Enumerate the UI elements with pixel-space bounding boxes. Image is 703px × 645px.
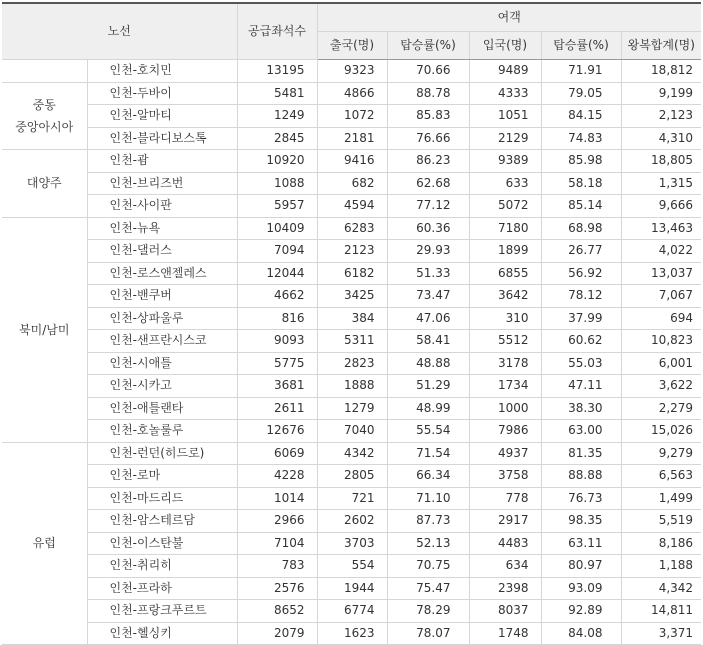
inbound-cell: 634 [469,555,541,578]
table-row [2,555,701,578]
inbound-cell: 3758 [469,465,541,488]
outbound-ratio-cell: 48.88 [387,352,469,375]
inbound-ratio-cell: 76.73 [541,487,621,510]
route-cell: 인천-마드리드 [87,487,237,510]
seats-cell: 2079 [237,622,317,645]
region-cell [2,60,87,83]
outbound-ratio-cell: 62.68 [387,172,469,195]
header-route: 노선 [2,3,237,60]
outbound-cell: 4594 [317,195,387,218]
inbound-cell: 1000 [469,397,541,420]
round-total-cell: 8,186 [621,532,701,555]
table-row [2,532,701,555]
seats-cell: 1014 [237,487,317,510]
route-cell: 인천-프랑크푸르트 [87,600,237,623]
table-body [2,60,701,645]
table-row [2,307,701,330]
round-total-cell: 3,371 [621,622,701,645]
outbound-cell: 4866 [317,82,387,105]
route-cell: 인천-사이판 [87,195,237,218]
header-inbound: 입국(명) [469,32,541,60]
seats-cell: 816 [237,307,317,330]
route-cell: 인천-호치민 [87,60,237,83]
inbound-cell: 1899 [469,240,541,263]
outbound-ratio-cell: 76.66 [387,127,469,150]
seats-cell: 9093 [237,330,317,353]
route-cell: 인천-상파울루 [87,307,237,330]
seats-cell: 7104 [237,532,317,555]
inbound-ratio-cell: 93.09 [541,577,621,600]
inbound-ratio-cell: 81.35 [541,442,621,465]
table-row [2,420,701,443]
round-total-cell: 1,499 [621,487,701,510]
inbound-ratio-cell: 58.18 [541,172,621,195]
outbound-cell: 2823 [317,352,387,375]
inbound-ratio-cell: 84.08 [541,622,621,645]
outbound-cell: 384 [317,307,387,330]
table-row [2,150,701,173]
outbound-cell: 3425 [317,285,387,308]
table-row [2,240,701,263]
outbound-ratio-cell: 47.06 [387,307,469,330]
seats-cell: 12676 [237,420,317,443]
region-cell: 북미/남미 [2,217,87,442]
outbound-cell: 7040 [317,420,387,443]
table-row [2,375,701,398]
header-passengers: 여객 [317,3,701,32]
round-total-cell: 14,811 [621,600,701,623]
inbound-cell: 3642 [469,285,541,308]
inbound-ratio-cell: 84.15 [541,105,621,128]
round-total-cell: 5,519 [621,510,701,533]
seats-cell: 2966 [237,510,317,533]
inbound-cell: 1734 [469,375,541,398]
outbound-ratio-cell: 71.10 [387,487,469,510]
table-row [2,195,701,218]
inbound-ratio-cell: 38.30 [541,397,621,420]
inbound-cell: 7180 [469,217,541,240]
route-cell: 인천-괌 [87,150,237,173]
outbound-ratio-cell: 55.54 [387,420,469,443]
inbound-cell: 5072 [469,195,541,218]
header-round-total: 왕복합계(명) [621,32,701,60]
round-total-cell: 3,622 [621,375,701,398]
table-row [2,577,701,600]
table-row [2,397,701,420]
outbound-cell: 682 [317,172,387,195]
route-cell: 인천-런던(히드로) [87,442,237,465]
inbound-ratio-cell: 47.11 [541,375,621,398]
table-row [2,600,701,623]
route-cell: 인천-두바이 [87,82,237,105]
table-row [2,487,701,510]
outbound-cell: 1944 [317,577,387,600]
outbound-ratio-cell: 51.29 [387,375,469,398]
table-row [2,285,701,308]
table-row [2,465,701,488]
outbound-ratio-cell: 66.34 [387,465,469,488]
inbound-cell: 8037 [469,600,541,623]
seats-cell: 4228 [237,465,317,488]
table-header [2,3,701,60]
inbound-cell: 9389 [469,150,541,173]
region-cell: 대양주 [2,150,87,218]
round-total-cell: 18,812 [621,60,701,83]
outbound-cell: 5311 [317,330,387,353]
inbound-ratio-cell: 37.99 [541,307,621,330]
inbound-ratio-cell: 85.14 [541,195,621,218]
outbound-ratio-cell: 78.29 [387,600,469,623]
table-row [2,172,701,195]
route-cell: 인천-호놀룰루 [87,420,237,443]
header-outbound: 출국(명) [317,32,387,60]
outbound-cell: 2602 [317,510,387,533]
seats-cell: 8652 [237,600,317,623]
outbound-cell: 721 [317,487,387,510]
round-total-cell: 1,188 [621,555,701,578]
outbound-ratio-cell: 88.78 [387,82,469,105]
inbound-cell: 4333 [469,82,541,105]
table-row [2,352,701,375]
table-row [2,330,701,353]
inbound-cell: 6855 [469,262,541,285]
outbound-cell: 1072 [317,105,387,128]
round-total-cell: 2,279 [621,397,701,420]
outbound-cell: 6182 [317,262,387,285]
seats-cell: 2611 [237,397,317,420]
seats-cell: 5957 [237,195,317,218]
seats-cell: 13195 [237,60,317,83]
seats-cell: 12044 [237,262,317,285]
inbound-ratio-cell: 98.35 [541,510,621,533]
inbound-cell: 310 [469,307,541,330]
outbound-cell: 6283 [317,217,387,240]
route-cell: 인천-로마 [87,465,237,488]
inbound-ratio-cell: 80.97 [541,555,621,578]
inbound-cell: 9489 [469,60,541,83]
inbound-ratio-cell: 63.11 [541,532,621,555]
outbound-ratio-cell: 29.93 [387,240,469,263]
inbound-cell: 4937 [469,442,541,465]
route-cell: 인천-브리즈번 [87,172,237,195]
outbound-cell: 2805 [317,465,387,488]
seats-cell: 7094 [237,240,317,263]
outbound-ratio-cell: 78.07 [387,622,469,645]
round-total-cell: 1,315 [621,172,701,195]
outbound-ratio-cell: 77.12 [387,195,469,218]
outbound-ratio-cell: 60.36 [387,217,469,240]
inbound-cell: 3178 [469,352,541,375]
route-cell: 인천-취리히 [87,555,237,578]
outbound-cell: 2181 [317,127,387,150]
table-row [2,60,701,83]
outbound-ratio-cell: 73.47 [387,285,469,308]
inbound-ratio-cell: 79.05 [541,82,621,105]
outbound-ratio-cell: 70.75 [387,555,469,578]
header-outbound-ratio: 탑승률(%) [387,32,469,60]
inbound-ratio-cell: 55.03 [541,352,621,375]
header-seats: 공급좌석수 [237,3,317,60]
table-row [2,622,701,645]
seats-cell: 1088 [237,172,317,195]
inbound-ratio-cell: 56.92 [541,262,621,285]
route-cell: 인천-블라디보스톡 [87,127,237,150]
inbound-cell: 7986 [469,420,541,443]
inbound-cell: 5512 [469,330,541,353]
table-row [2,510,701,533]
table-row [2,127,701,150]
outbound-ratio-cell: 71.54 [387,442,469,465]
region-cell: 유럽 [2,442,87,645]
outbound-cell: 554 [317,555,387,578]
region-cell: 중동 중앙아시아 [2,82,87,150]
outbound-ratio-cell: 51.33 [387,262,469,285]
round-total-cell: 9,666 [621,195,701,218]
route-cell: 인천-뉴욕 [87,217,237,240]
round-total-cell: 4,310 [621,127,701,150]
inbound-ratio-cell: 78.12 [541,285,621,308]
outbound-ratio-cell: 75.47 [387,577,469,600]
round-total-cell: 10,823 [621,330,701,353]
route-cell: 인천-로스앤젤레스 [87,262,237,285]
outbound-ratio-cell: 48.99 [387,397,469,420]
inbound-cell: 1051 [469,105,541,128]
header-inbound-ratio: 탑승률(%) [541,32,621,60]
seats-cell: 3681 [237,375,317,398]
inbound-ratio-cell: 68.98 [541,217,621,240]
round-total-cell: 9,279 [621,442,701,465]
round-total-cell: 13,463 [621,217,701,240]
seats-cell: 5775 [237,352,317,375]
route-cell: 인천-암스테르담 [87,510,237,533]
inbound-cell: 2917 [469,510,541,533]
seats-cell: 10920 [237,150,317,173]
round-total-cell: 13,037 [621,262,701,285]
outbound-ratio-cell: 86.23 [387,150,469,173]
round-total-cell: 4,342 [621,577,701,600]
inbound-cell: 2398 [469,577,541,600]
inbound-cell: 1748 [469,622,541,645]
outbound-cell: 9323 [317,60,387,83]
round-total-cell: 9,199 [621,82,701,105]
route-cell: 인천-프라하 [87,577,237,600]
inbound-ratio-cell: 74.83 [541,127,621,150]
round-total-cell: 2,123 [621,105,701,128]
route-cell: 인천-밴쿠버 [87,285,237,308]
inbound-cell: 2129 [469,127,541,150]
outbound-cell: 1623 [317,622,387,645]
route-cell: 인천-시애틀 [87,352,237,375]
outbound-ratio-cell: 58.41 [387,330,469,353]
seats-cell: 2845 [237,127,317,150]
route-cell: 인천-샌프란시스코 [87,330,237,353]
table-row [2,262,701,285]
round-total-cell: 15,026 [621,420,701,443]
inbound-ratio-cell: 63.00 [541,420,621,443]
outbound-ratio-cell: 85.83 [387,105,469,128]
outbound-cell: 4342 [317,442,387,465]
seats-cell: 4662 [237,285,317,308]
round-total-cell: 18,805 [621,150,701,173]
seats-cell: 2576 [237,577,317,600]
round-total-cell: 7,067 [621,285,701,308]
seats-cell: 6069 [237,442,317,465]
route-cell: 인천-댈러스 [87,240,237,263]
table-row [2,217,701,240]
round-total-cell: 694 [621,307,701,330]
table-row [2,82,701,105]
inbound-cell: 633 [469,172,541,195]
seats-cell: 5481 [237,82,317,105]
outbound-cell: 1888 [317,375,387,398]
outbound-cell: 1279 [317,397,387,420]
seats-cell: 783 [237,555,317,578]
outbound-ratio-cell: 70.66 [387,60,469,83]
inbound-cell: 778 [469,487,541,510]
outbound-cell: 3703 [317,532,387,555]
route-cell: 인천-알마티 [87,105,237,128]
route-passenger-table [2,2,701,645]
inbound-ratio-cell: 92.89 [541,600,621,623]
outbound-ratio-cell: 87.73 [387,510,469,533]
inbound-ratio-cell: 85.98 [541,150,621,173]
inbound-ratio-cell: 71.91 [541,60,621,83]
route-cell: 인천-애틀랜타 [87,397,237,420]
outbound-cell: 9416 [317,150,387,173]
inbound-ratio-cell: 60.62 [541,330,621,353]
outbound-ratio-cell: 52.13 [387,532,469,555]
inbound-cell: 4483 [469,532,541,555]
inbound-ratio-cell: 26.77 [541,240,621,263]
seats-cell: 1249 [237,105,317,128]
round-total-cell: 6,001 [621,352,701,375]
outbound-cell: 6774 [317,600,387,623]
outbound-cell: 2123 [317,240,387,263]
table-row [2,442,701,465]
round-total-cell: 4,022 [621,240,701,263]
route-cell: 인천-이스탄불 [87,532,237,555]
route-cell: 인천-시카고 [87,375,237,398]
table-row [2,105,701,128]
inbound-ratio-cell: 88.88 [541,465,621,488]
seats-cell: 10409 [237,217,317,240]
round-total-cell: 6,563 [621,465,701,488]
route-cell: 인천-헬싱키 [87,622,237,645]
